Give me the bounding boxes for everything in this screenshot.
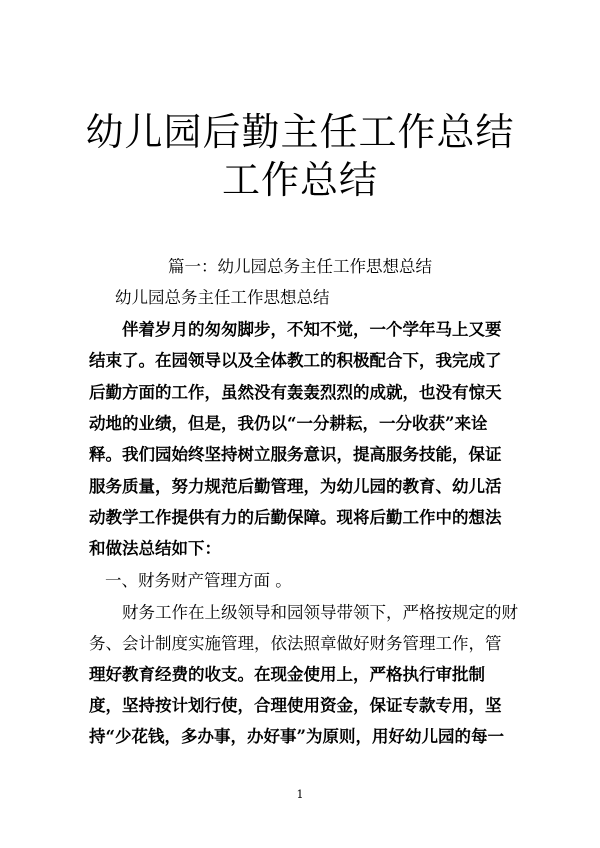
subtitle: 幼儿园总务主任工作思想总结 xyxy=(115,288,330,307)
paragraph-line: 后勤方面的工作，虽然没有轰轰烈烈的成就，也没有惊天 xyxy=(89,383,502,402)
paragraph-line: 结束了。在园领导以及全体教工的积极配合下，我完成了 xyxy=(89,351,502,370)
paragraph-line: 释。我们园始终坚持树立服务意识，提高服务技能，保证 xyxy=(89,445,502,464)
paragraph-line: 理好教育经费的收支。在现金使用上，严格执行审批制 xyxy=(89,665,485,684)
chapter-heading: 篇一：幼儿园总务主任工作思想总结 xyxy=(168,257,432,276)
paragraph-line: 伴着岁月的匆匆脚步，不知不觉，一个学年马上又要 xyxy=(122,320,502,339)
document-title: 幼儿园后勤主任工作总结 xyxy=(85,110,515,154)
page-number: 1 xyxy=(296,788,304,801)
document-title-second-line: 工作总结 xyxy=(221,158,378,202)
paragraph-line: 持“少花钱，多办事，办好事”为原则，用好幼儿园的每一 xyxy=(89,727,504,746)
paragraph-line: 和做法总结如下： xyxy=(89,539,221,558)
paragraph-line: 度，坚持按计划行使，合理使用资金，保证专款专用，坚 xyxy=(89,696,502,715)
paragraph-line: 动教学工作提供有力的后勤保障。现将后勤工作中的想法 xyxy=(89,508,502,527)
paragraph-line: 动地的业绩，但是，我仍以“一分耕耘，一分收获”来诠 xyxy=(89,414,488,433)
paragraph-line: 服务质量，努力规范后勤管理，为幼儿园的教育、幼儿活 xyxy=(89,477,502,496)
section-heading: 一、财务财产管理方面 。 xyxy=(105,571,292,590)
paragraph-line: 财务工作在上级领导和园领导带领下，严格按规定的财 xyxy=(122,603,518,622)
paragraph-line: 务、会计制度实施管理，依法照章做好财务管理工作，管 xyxy=(89,634,502,653)
